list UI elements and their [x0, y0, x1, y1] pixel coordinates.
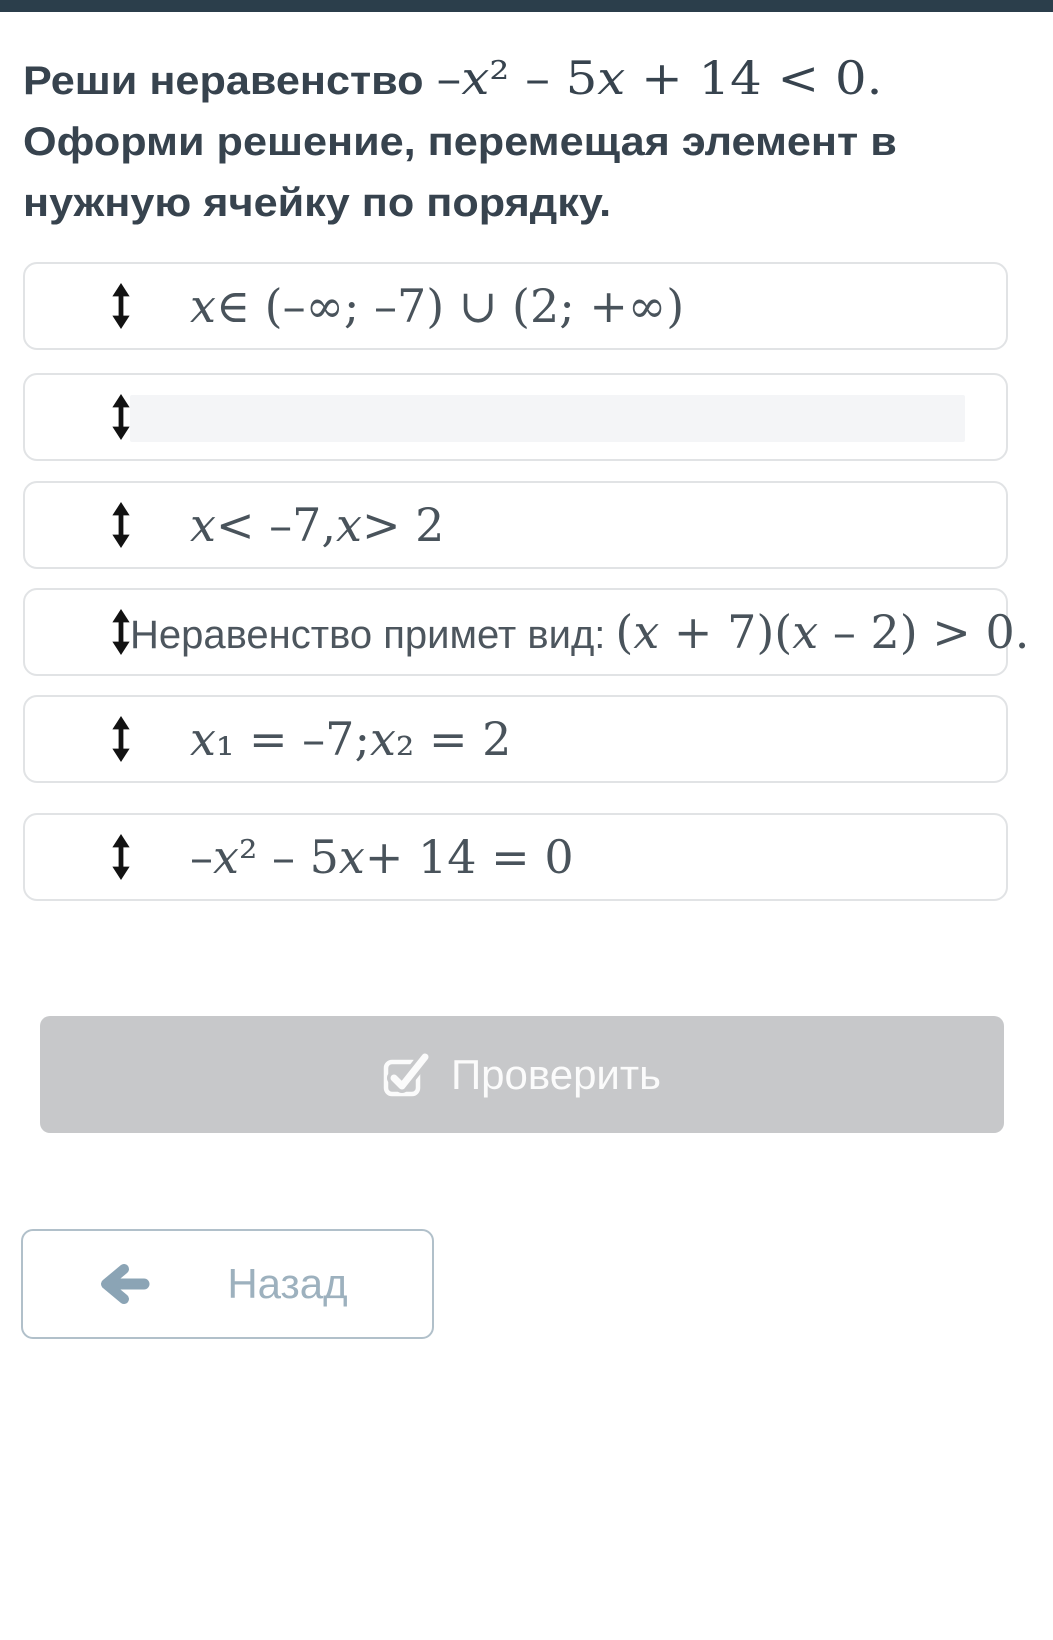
checkbox-checked-icon: [383, 1052, 431, 1098]
card-formula: x ₁ = –7; x ₂ = 2: [190, 712, 512, 766]
drag-handle-icon[interactable]: [106, 834, 136, 880]
top-bar: [0, 0, 1053, 12]
drag-handle-icon[interactable]: [106, 283, 136, 329]
back-button[interactable]: [21, 1229, 434, 1339]
card-formula: (x + 7)(x – 2) > 0.: [615, 605, 1030, 659]
drag-card-empty[interactable]: [23, 373, 1008, 461]
task-title-line2: Оформи решение, перемещая элемент в: [23, 120, 897, 164]
card-formula: – x ² – 5 x + 14 = 0: [190, 830, 574, 884]
task-title-text: Реши неравенство: [23, 59, 424, 103]
check-button-label: Проверить: [450, 1050, 662, 1098]
back-button-label: Назад: [227, 1260, 348, 1307]
drag-card-roots[interactable]: [23, 695, 1008, 783]
check-button[interactable]: [40, 1016, 1004, 1133]
drag-handle-icon[interactable]: [106, 502, 136, 548]
card-formula: x ∈ (–∞; –7) ∪ (2; +∞): [190, 279, 685, 333]
card-formula: x < –7, x > 2: [190, 498, 445, 552]
task-title-line1: [23, 48, 1038, 112]
drag-card-factored-form[interactable]: [23, 588, 1030, 676]
task-title-line3: нужную ячейку по порядку.: [23, 181, 612, 225]
task-title-formula: –x² – 5x + 14 < 0.: [436, 51, 883, 105]
drag-card-equation[interactable]: [23, 813, 1008, 901]
left-arrow-icon: [99, 1264, 151, 1304]
drag-handle-icon[interactable]: [106, 716, 136, 762]
drag-card-inequality-solution[interactable]: [23, 481, 1008, 569]
empty-slot[interactable]: [130, 395, 965, 442]
task-title: [23, 48, 1038, 234]
card-text: [130, 605, 1029, 659]
drag-card-interval-answer[interactable]: [23, 262, 1008, 350]
card-text-label: Неравенство примет вид:: [130, 613, 606, 657]
